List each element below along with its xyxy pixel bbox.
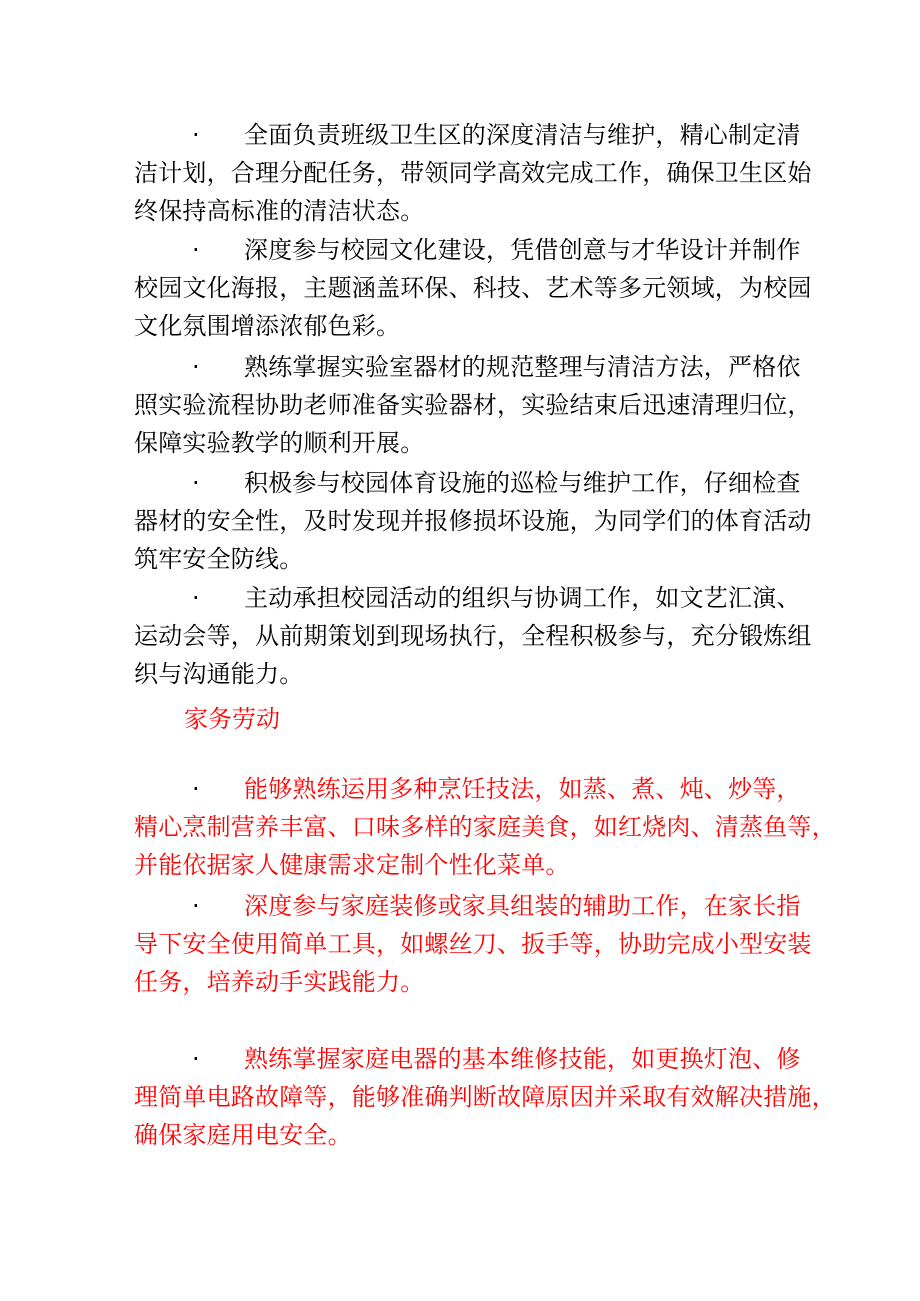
bullet-point: · (192, 469, 200, 497)
bullet-point: · (192, 1045, 200, 1073)
list-item-text: 织与沟通能力。 (134, 660, 304, 688)
list-item-text: 熟练掌握实验室器材的规范整理与清洁方法，严格依 (244, 353, 801, 381)
bullet-point: · (192, 353, 200, 381)
list-item-text: 积极参与校园体育设施的巡检与维护工作，仔细检查 (244, 469, 801, 497)
list-item (134, 348, 824, 462)
list-item-text: 终保持高标准的清洁状态。 (134, 197, 425, 225)
list-item (134, 1040, 836, 1154)
list-item-text: 精心烹制营养丰富、口味多样的家庭美食，如红烧肉、清蒸鱼等， (134, 813, 836, 841)
list-item-text: 校园文化海报，主题涵盖环保、科技、艺术等多元领域，为校园 (134, 274, 812, 302)
bullet-point: · (192, 121, 200, 149)
list-item (134, 770, 836, 884)
list-item-text: 文化氛围增添浓郁色彩。 (134, 312, 401, 340)
list-item-text: 并能依据家人健康需求定制个性化菜单。 (134, 851, 570, 879)
list-item-text: 全面负责班级卫生区的深度清洁与维护，精心制定清 (244, 121, 801, 149)
list-item-text: 任务，培养动手实践能力。 (134, 968, 425, 996)
list-item-text: 确保家庭用电安全。 (134, 1121, 352, 1149)
list-item-text: 器材的安全性，及时发现并报修损坏设施，为同学们的体育活动 (134, 507, 812, 535)
section-heading-housework: 家务劳动 (184, 705, 280, 733)
bullet-point: · (192, 584, 200, 612)
bullet-point: · (192, 892, 200, 920)
list-item-text: 熟练掌握家庭电器的基本维修技能，如更换灯泡、修 (244, 1045, 801, 1073)
list-item-text: 洁计划，合理分配任务，带领同学高效完成工作，确保卫生区始 (134, 159, 812, 187)
list-item-text: 能够熟练运用多种烹饪技法，如蒸、煮、炖、炒等， (244, 775, 801, 803)
bullet-point: · (192, 775, 200, 803)
list-item-text: 主动承担校园活动的组织与协调工作，如文艺汇演、 (244, 584, 801, 612)
list-item (134, 579, 824, 693)
list-item-text: 保障实验教学的顺利开展。 (134, 429, 425, 457)
list-item-text: 深度参与校园文化建设，凭借创意与才华设计并制作 (244, 236, 801, 264)
list-item-text: 深度参与家庭装修或家具组装的辅助工作，在家长指 (244, 892, 801, 920)
list-item-text: 照实验流程协助老师准备实验器材，实验结束后迅速清理归位， (134, 391, 812, 419)
list-item (134, 116, 824, 230)
list-item-text: 筑牢安全防线。 (134, 545, 304, 573)
list-item-text: 理简单电路故障等，能够准确判断故障原因并采取有效解决措施， (134, 1083, 836, 1111)
list-item (134, 464, 824, 578)
bullet-point: · (192, 236, 200, 264)
list-item (134, 231, 824, 345)
list-item-text: 运动会等，从前期策划到现场执行，全程积极参与，充分锻炼组 (134, 622, 812, 650)
list-item-text: 导下安全使用简单工具，如螺丝刀、扳手等，协助完成小型安装 (134, 930, 812, 958)
list-item (134, 887, 824, 1001)
